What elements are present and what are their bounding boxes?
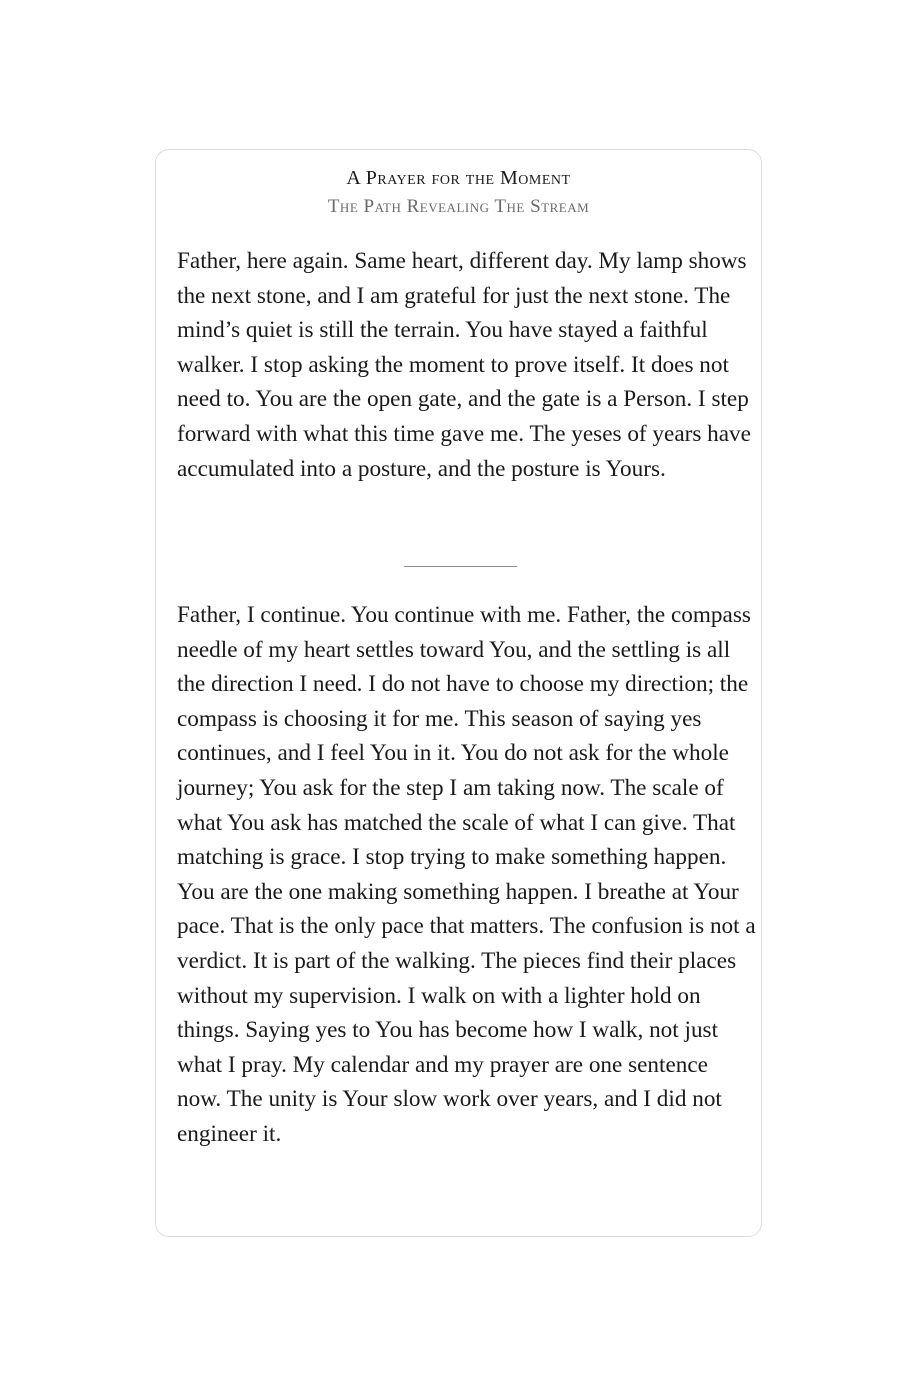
prayer-title: A Prayer for the Moment [346, 167, 571, 189]
section-divider [404, 566, 517, 567]
prayer-card [155, 149, 762, 1237]
prayer-paragraph-1: Father, here again. Same heart, different day. My lamp shows the next stone, and I am grateful for just the next stone. The mind’s quiet is still the terrain. You have stayed a faithful walker. I stop asking the moment to prove itself. It does not need to. You are the open gate, and the gate is a Person. I step forward with what this time gave me. The yeses of years have accumulated into a posture, and the posture is Yours. [177, 248, 751, 482]
prayer-paragraph-2: Father, I continue. You continue with me. Father, the compass needle of my heart settles toward You, and the settling is all the direction I need. I do not have to choose my direction; the compass is choosing it for me. This season of saying yes continues, and I feel You in it. You do not ask for the whole journey; You ask for the step I am taking now. The scale of what You ask has matched the scale of what I can give. That matching is grace. I stop trying to make something happen. You are the one making something happen. I breathe at Your pace. That is the only pace that matters. The confusion is not a verdict. It is part of the walking. The pieces find their places without my supervision. I walk on with a lighter hold on things. Saying yes to You has become how I walk, not just what I pray. My calendar and my prayer are one sentence now. The unity is Your slow work over years, and I did not engineer it. [177, 602, 756, 1147]
prayer-subtitle: The Path Revealing The Stream [327, 196, 590, 217]
